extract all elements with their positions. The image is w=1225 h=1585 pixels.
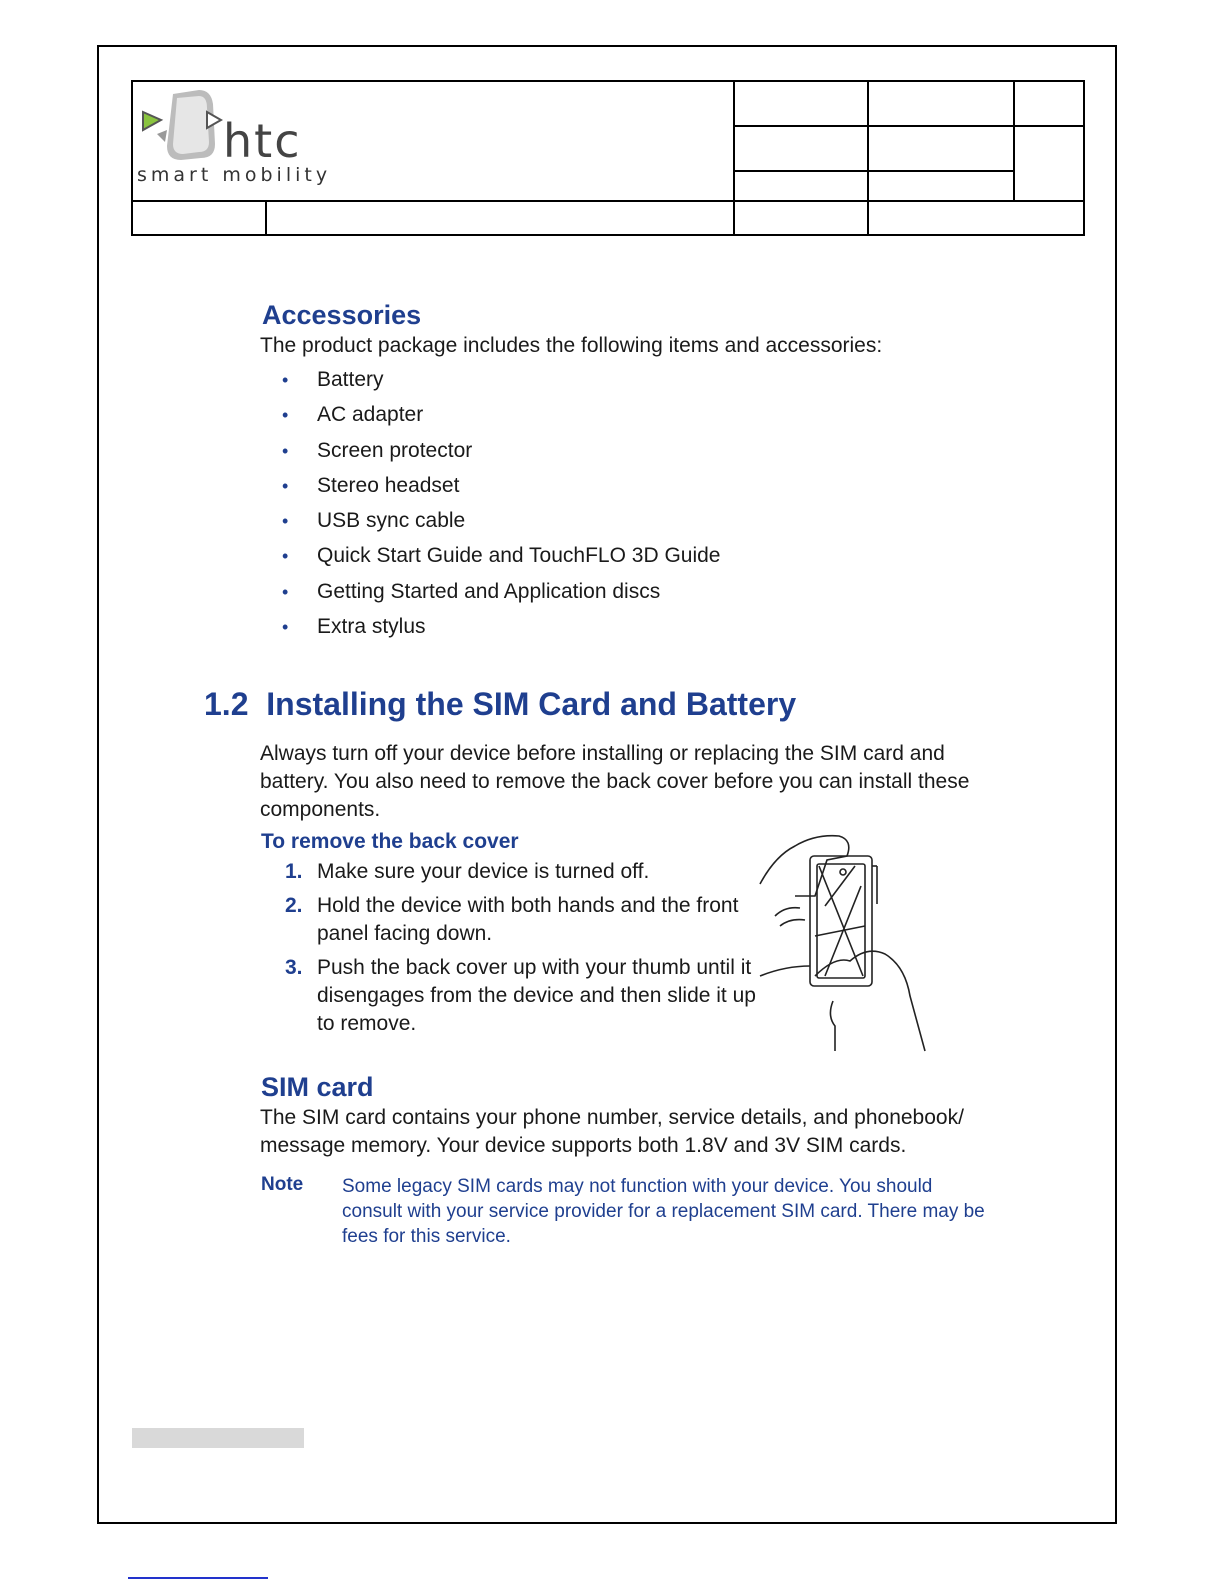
- header-cell: [868, 201, 1084, 235]
- hands-removing-cover-illustration: [755, 826, 930, 1056]
- header-cell: [734, 81, 868, 126]
- header-cell: [1014, 126, 1084, 201]
- header-cell: [868, 126, 1014, 171]
- accessories-list: [282, 366, 721, 648]
- list-item: • Extra stylus: [282, 613, 721, 648]
- list-item: • Getting Started and Application discs: [282, 578, 721, 613]
- header-cell: [734, 201, 868, 235]
- step-number: 3.: [285, 956, 303, 979]
- header-cell: [868, 171, 1014, 201]
- section-heading: 1.2 Installing the SIM Card and Battery: [204, 686, 797, 722]
- note-text: Some legacy SIM cards may not function with your device. You should consult with your service provider for a replacement SIM card. There may be fees for this service.: [342, 1176, 985, 1247]
- step-number: 1.: [285, 860, 303, 883]
- step-text: Hold the device with both hands and the front panel facing down.: [317, 894, 739, 945]
- step-item: [285, 954, 765, 1038]
- list-item: • Quick Start Guide and TouchFLO 3D Guide: [282, 542, 721, 577]
- accessories-intro: The product package includes the following items and accessories:: [260, 334, 883, 357]
- footer-gray-bar: [132, 1428, 304, 1448]
- sim-card-body: The SIM card contains your phone number, service details, and phonebook/ message memory. Your device supports both 1.8V and 3V SIM cards.: [260, 1106, 964, 1157]
- remove-cover-heading: To remove the back cover: [261, 830, 519, 853]
- header-cell: [868, 81, 1014, 126]
- list-item: • Screen protector: [282, 437, 721, 472]
- step-text: Make sure your device is turned off.: [317, 860, 650, 883]
- logo-wordmark: htc: [223, 114, 302, 168]
- section-intro: Always turn off your device before installing or replacing the SIM card and battery. You also need to remove the back cover before you can install these components.: [260, 742, 970, 821]
- bottom-link-underline: [128, 1577, 268, 1579]
- step-number: 2.: [285, 894, 303, 917]
- header-cell: [734, 171, 868, 201]
- list-item: • Stereo headset: [282, 472, 721, 507]
- sim-card-heading: SIM card: [261, 1072, 374, 1102]
- header-table: [131, 80, 1085, 236]
- header-cell: [1014, 81, 1084, 126]
- logo-tagline: smart mobility: [137, 164, 332, 186]
- header-cell: [266, 201, 734, 235]
- step-text: Push the back cover up with your thumb until it disengages from the device and then slide it up to remove.: [317, 956, 756, 1035]
- step-item: [285, 892, 765, 948]
- remove-cover-steps: [285, 858, 765, 1044]
- logo-cell: [132, 81, 734, 201]
- header-cell: [132, 201, 266, 235]
- accessories-heading: Accessories: [262, 300, 422, 330]
- list-item: • AC adapter: [282, 401, 721, 436]
- header-cell: [734, 126, 868, 171]
- list-item: • USB sync cable: [282, 507, 721, 542]
- step-item: [285, 858, 765, 886]
- list-item: • Battery: [282, 366, 721, 401]
- note-label: Note: [261, 1174, 304, 1195]
